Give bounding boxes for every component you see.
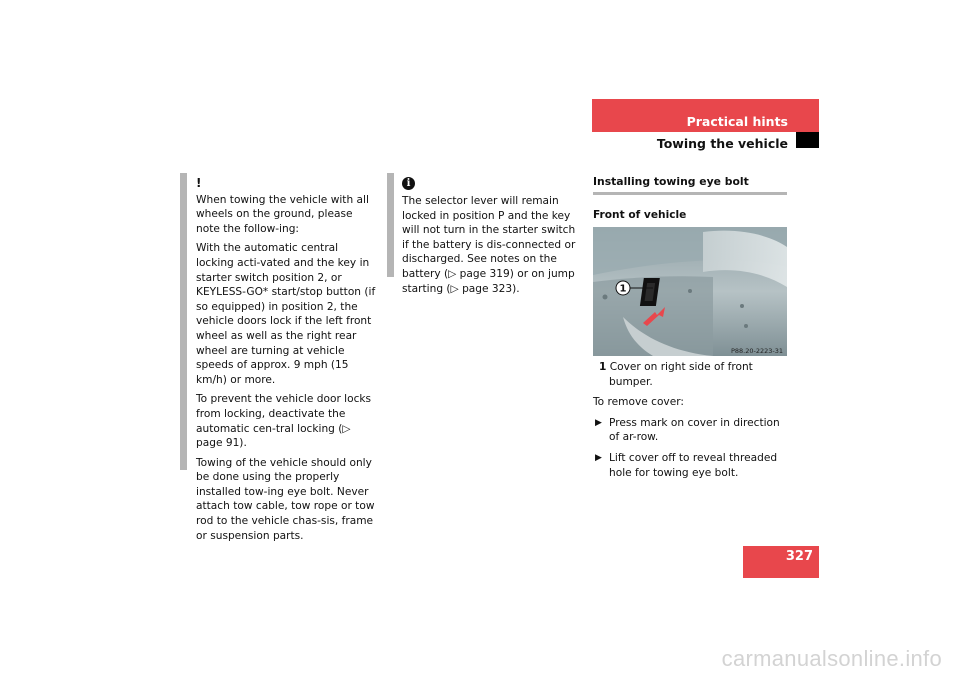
instruction-step — [593, 416, 793, 445]
info-paragraph: The selector lever will remain locked in position P and the key will not turn in the starter switch if the battery is dis-connected or discharged. See notes on the battery (▷ page 319) or on jump starting (▷ page 323). — [402, 195, 576, 295]
step-text: Lift cover off to reveal threaded hole for towing eye bolt. — [609, 451, 778, 479]
info-icon: i — [402, 177, 415, 190]
right-column-text — [593, 360, 793, 486]
caption-number: 1 — [599, 361, 607, 373]
image-caption — [593, 360, 793, 389]
section-heading: Installing towing eye bolt — [593, 175, 787, 195]
warning-note-bar — [180, 173, 187, 470]
info-note — [402, 176, 584, 301]
remove-intro: To remove cover: — [593, 396, 684, 409]
image-callout-label: 1 — [619, 283, 627, 295]
warning-paragraph: With the automatic central locking acti-vated and the key in starter switch position 2, or KEYLESS-GO* start/stop button (if so equipped) in position 2, the vehicle doors lock if the left front wheel as well as the right rear wheel are turning at vehicle speeds of approx. 9 mph (15 km/h) or more. — [196, 242, 376, 386]
page-number-box — [743, 546, 819, 578]
step-arrow-icon: ▶ — [595, 452, 602, 463]
info-note-bar — [387, 173, 394, 277]
header-tab-marker — [796, 132, 819, 148]
warning-paragraph: Towing of the vehicle should only be done using the properly installed tow-ing eye bolt. Never attach tow cable, tow rope or tow rod to the vehicle chas-sis, frame or suspension parts. — [196, 456, 375, 542]
caption-text: Cover on right side of front bumper. — [609, 361, 753, 388]
warning-note — [196, 176, 378, 548]
instruction-step — [593, 451, 793, 480]
image-reference-code: P88.20-2223-31 — [730, 347, 783, 355]
warning-paragraph: When towing the vehicle with all wheels on the ground, please note the follow-ing: — [196, 193, 369, 235]
warning-paragraph: To prevent the vehicle door locks from locking, deactivate the automatic cen-tral locking (▷ page 91). — [196, 393, 372, 450]
bumper-photo — [593, 227, 787, 356]
subheading: Front of vehicle — [593, 209, 687, 221]
step-text: Press mark on cover in direction of ar-row. — [609, 416, 780, 444]
section-title: Practical hints — [686, 114, 788, 129]
watermark: carmanualsonline.info — [721, 646, 942, 671]
page-number: 327 — [785, 549, 813, 564]
step-arrow-icon: ▶ — [595, 417, 602, 428]
warning-icon: ! — [196, 176, 202, 190]
subsection-title: Towing the vehicle — [656, 136, 788, 151]
